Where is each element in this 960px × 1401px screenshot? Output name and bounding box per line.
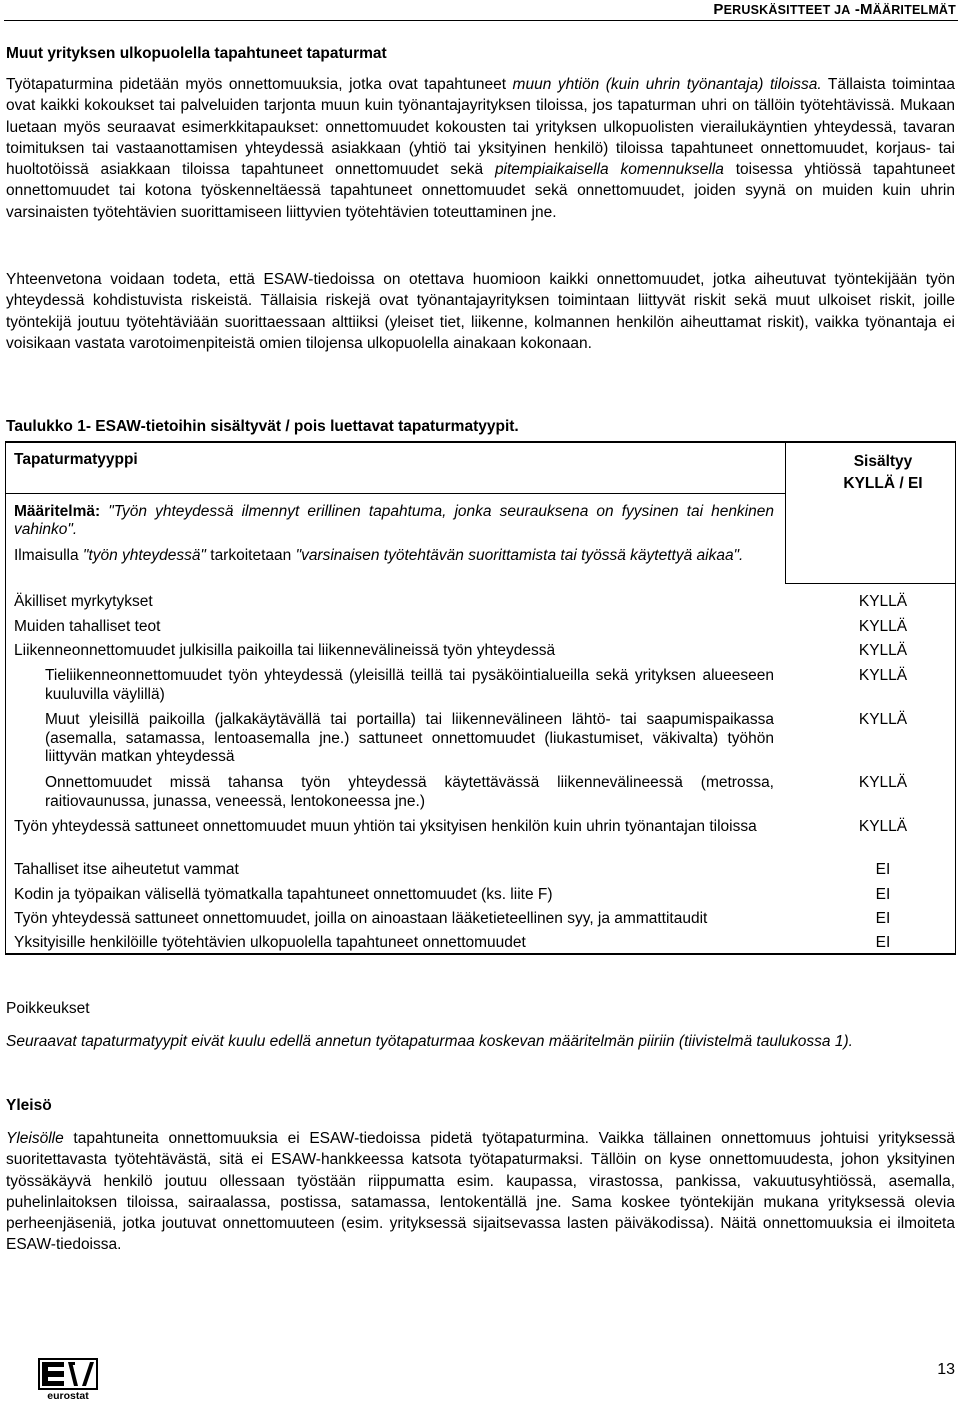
table-row-type: Työn yhteydessä sattuneet onnettomuudet muun yhtiön tai yksityisen henkilön kuin uhrin työnantajan tiloissa [14, 818, 757, 835]
paragraph-2: Yhteenvetona voidaan todeta, että ESAW-tiedoissa on otettava huomioon kaikki onnettomuudet, jotka aiheutuvat työntekijään työn yhteydessä kohdistuvista riskeistä. Tällaisia riskejä ovat työnantajayrityksen toimintaan liittyvät riskit sekä muut ulkoiset riskit, joille työntekijä joutuu työtehtäviään suorittaessaan alttiiksi (yleiset tiet, liikenne, kolmannen henkilön aiheuttamat riskit), vaikka työnantaja ei voisikaan vastata varotoimenpiteistä omien tilojensa ulkopuolella ainakaan kokonaan. [6, 271, 955, 352]
table-row-type: Muiden tahalliset teot [14, 618, 161, 635]
table-row-type: Yksityisille henkilöille työtehtävien ulkopuolella tapahtuneet onnettomuudet [14, 934, 526, 951]
table-row-type: Kodin ja työpaikan välisellä työmatkalla tapahtuneet onnettomuudet (ks. liite F) [14, 886, 553, 903]
general-public-text [6, 1128, 955, 1256]
table-top-border [5, 441, 956, 443]
table-left-border [5, 441, 6, 955]
table-row-type: Työn yhteydessä sattuneet onnettomuudet, joilla on ainoastaan lääketieteellinen syy, ja ammattitaudit [14, 910, 708, 927]
table-row-value: EI [875, 910, 891, 927]
header-text-1: ERUSKÄSITTEET JA [723, 3, 851, 17]
col-header-included [817, 451, 949, 495]
col-header-type: Tapaturmatyyppi [14, 451, 138, 468]
table-row-value: KYLLÄ [858, 711, 908, 728]
p1-part-b: muun yhtiön (kuin uhrin työnantaja) tiloissa. [512, 76, 822, 93]
general-public-title: Yleisö [6, 1097, 52, 1114]
column-divider [785, 441, 786, 584]
definition-label: Määritelmä: [14, 503, 101, 520]
table-row-type: Tahalliset itse aiheutetut vammat [14, 861, 239, 878]
table-row-type: Äkilliset myrkytykset [14, 593, 153, 610]
table-caption: Taulukko 1- ESAW-tietoihin sisältyvät / pois luettavat tapaturmatyypit. [6, 418, 519, 435]
header-dash: - [850, 1, 861, 18]
header-divider [5, 493, 785, 494]
table-row-value: KYLLÄ [858, 667, 908, 684]
header-initial-2: M [860, 1, 873, 18]
p1-part-a: Työtapaturmina pidetään myös onnettomuuksia, jotka ovat tapahtuneet [6, 76, 513, 93]
table-row-value: KYLLÄ [858, 642, 908, 659]
table-bottom-border [5, 953, 956, 955]
table-row-value: KYLLÄ [858, 818, 908, 835]
p1-part-d: pitempiaikaisella komennuksella [494, 161, 724, 179]
table-row-value: KYLLÄ [858, 618, 908, 635]
page-header [713, 1, 956, 18]
table-row-value: KYLLÄ [858, 593, 908, 610]
definition-note [14, 547, 774, 564]
table-row-value: EI [875, 861, 891, 878]
page-number: 13 [937, 1361, 955, 1378]
note-c: tarkoitetaan [205, 547, 296, 564]
table-row-type: Liikenneonnettomuudet julkisilla paikoilla tai liikennevälineissä työn yhteydessä [14, 642, 556, 659]
note-a: Ilmaisulla [14, 547, 83, 564]
header-text-2: ÄÄRITELMÄT [872, 3, 956, 17]
table-row-type: Onnettomuudet missä tahansa työn yhteydessä käytettävässä liikennevälineessä (metrossa, raitiovaunussa, junassa, veneessä, lentokoneessa jne.) [45, 774, 774, 810]
table-right-border [955, 441, 956, 955]
table-row-value: KYLLÄ [858, 774, 908, 791]
col-header-included-1: Sisältyy [853, 453, 913, 470]
exceptions-text: Seuraavat tapaturmatyypit eivät kuulu edellä annetun työtapaturmaa koskevan määritelmän piiriin (tiivistelmä taulukossa 1). [6, 1033, 853, 1050]
general-public-lead: Yleisölle [6, 1130, 64, 1147]
p1-part-c: Tällaista toimintaa ovat kaikki kokoukset tai palveluiden tarjonta muun kuin työnantajayrityksen tiloissa, jos tapaturman uhri on tällöin työtehtävissä. Mukaan luetaan myös seuraavat esimerkkitapaukset: onnettomuudet kokousten tai yrityksen ulkopuolisten vierailukäyntien yhteydessä, tavaran toimituksen tai vastaanottamisen yhteydessä asiakkaan (yhtiö tai yksityinen henkilö) tiloissa tapahtuneet onnettomuudet, korjaus- tai huoltotöissä asiakkaan tiloissa tapahtuneet onnettomuudet sekä [6, 76, 955, 179]
general-public-body: tapahtuneita onnettomuuksia ei ESAW-tiedoissa pidetä työtapaturmina. Vaikka tällainen onnettomuus johtuisi yrityksessä suoritettavasta työtehtävästä, sitä ei ESAW-hankkeessa katsota työtapaturmaksi. Tällöin on kyse onnettomuudesta, johon yksityinen työssäkäyvä henkilö joutuu ollessaan työstään riippumatta esim. kaupassa, virastossa, pankissa, vakuutusyhtiössä, asemalla, puhelinlaitoksen tiloissa, sairaalassa, postissa, satamassa, lentokentällä jne. Sama koskee työntekijän mukana yrityksessä olevia perheenjäseniä, jotka joutuvat onnettomuuteen (esim. yrityksessä sijaitsevassa lasten päiväkodissa). Näitä onnettomuuksia ei ilmoiteta ESAW-tiedoissa. [6, 1130, 955, 1254]
col-header-included-2: KYLLÄ / EI [843, 475, 923, 492]
p1-part-e: toisessa yhtiössä tapahtuneet onnettomuudet tai kotona työskenneltäessä tapahtuneet onnettomuudet sekä onnettomuudet, joiden syynä on muiden kuin uhrin varsinaisten työtehtävien suorittamiseen liittyvien työtehtävien toteuttaminen jne. [6, 161, 955, 221]
table-row-type: Muut yleisillä paikoilla (jalkakäytävällä tai portailla) tai liikennevälineen lähtö- tai saapumispaikassa (asemalla, satamassa, lentoasemalla jne.) sattuneet onnettomuudet (liukastumiset, väkivalta) työhön liittyvän matkan yhteydessä [45, 711, 774, 765]
note-d: "varsinaisen työtehtävän suorittamista tai työssä käytettyä aikaa". [295, 547, 744, 564]
header-rule [4, 20, 958, 21]
header-initial-1: P [713, 1, 724, 18]
exceptions-title: Poikkeukset [6, 1000, 90, 1017]
accident-types-table [5, 441, 956, 955]
note-b: "työn yhteydessä" [82, 547, 206, 564]
eurostat-logo-icon [38, 1358, 98, 1401]
definition [14, 503, 774, 539]
right-cell-divider [785, 583, 956, 584]
table-row-type: Tieliikenneonnettomuudet työn yhteydessä (yleisillä teillä tai pysäköintialueilla sekä yrityksen alueeseen kuuluvilla väylillä) [45, 667, 774, 703]
definition-text: "Työn yhteydessä ilmennyt erillinen tapahtuma, jonka seurauksena on fyysinen tai henkinen vahinko". [14, 503, 774, 538]
table-row-value: EI [875, 886, 891, 903]
section-title: Muut yrityksen ulkopuolella tapahtuneet tapaturmat [6, 45, 387, 62]
eurostat-logo-text: eurostat [47, 1390, 89, 1401]
table-row-value: EI [875, 934, 891, 951]
paragraph-1 [6, 74, 955, 223]
